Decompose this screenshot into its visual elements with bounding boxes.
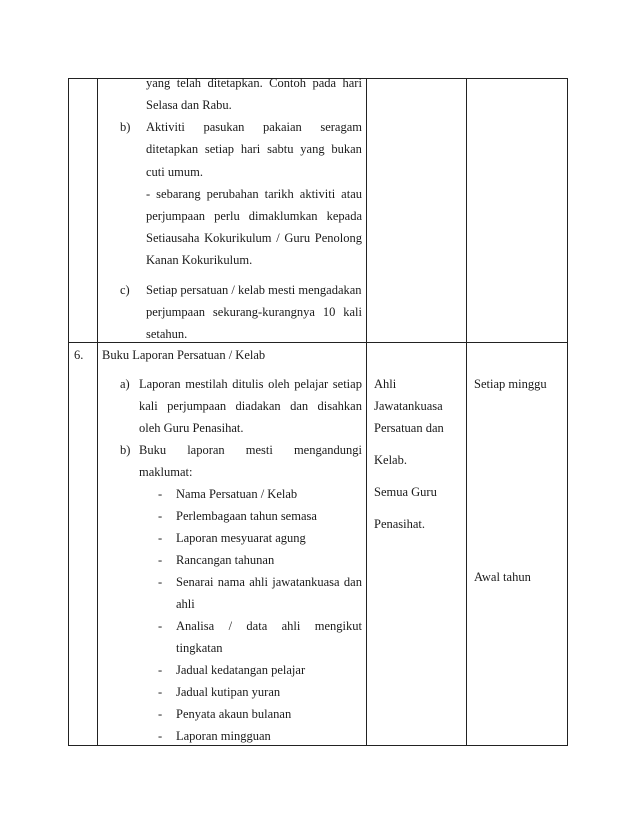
responsible-line: Semua Guru: [374, 485, 437, 499]
word: sekurang-kurangnya: [212, 305, 315, 319]
bullet-dash: -: [158, 707, 163, 721]
word: seragam: [320, 120, 362, 134]
timing-second: Awal tahun: [474, 570, 531, 584]
item-a-line-1: [139, 377, 362, 392]
word: ahli: [281, 619, 301, 633]
bullet-dash: -: [158, 663, 163, 677]
responsible-line: Ahli: [374, 377, 397, 391]
item-c-line-3: setahun.: [146, 327, 188, 341]
word: bukan: [331, 142, 362, 156]
word: /: [276, 231, 280, 245]
bullet-dash: -: [158, 619, 163, 633]
item-a-marker: a): [120, 377, 130, 391]
word: pada: [312, 76, 337, 90]
word: Buku: [139, 443, 167, 457]
word: mengikut: [314, 619, 362, 633]
column-divider: [97, 79, 98, 745]
word: setiap: [204, 142, 235, 156]
word: kepada: [326, 209, 362, 223]
word: oleh: [268, 377, 290, 391]
word: perjumpaan: [146, 209, 206, 223]
word: Senarai: [176, 575, 214, 589]
word: pakaian: [262, 120, 302, 134]
bullet-text: Perlembagaan tahun semasa: [176, 509, 317, 523]
column-divider: [466, 79, 467, 745]
word: Laporan: [139, 377, 181, 391]
item-b-line-5: [146, 209, 362, 224]
word: pasukan: [203, 120, 245, 134]
responsible-line: Kelab.: [374, 453, 407, 467]
word: perjumpaan: [167, 399, 227, 413]
word: perubahan: [206, 187, 259, 201]
item-b-line-6: [146, 231, 362, 246]
word: hari: [342, 76, 362, 90]
item-b-line-1: [146, 120, 362, 135]
word: Kokurikulum: [204, 231, 272, 245]
responsible-line: Jawatankuasa: [374, 399, 443, 413]
column-divider: [366, 79, 367, 745]
bullet-text: Penyata akaun bulanan: [176, 707, 292, 721]
word: disahkan: [317, 399, 362, 413]
bullet-text: Nama Persatuan / Kelab: [176, 487, 298, 501]
item-b-line-2: [146, 142, 362, 157]
bullet-text: Jadual kutipan yuran: [176, 685, 281, 699]
bullet-continuation: ahli: [176, 597, 195, 611]
bullet-dash: -: [158, 487, 163, 501]
word: Penolong: [314, 231, 362, 245]
item-c-marker: c): [120, 283, 130, 297]
bullet-text: [176, 575, 362, 590]
word: atau: [341, 187, 362, 201]
word: Setiausaha: [146, 231, 200, 245]
bullet-dash: -: [158, 531, 163, 545]
word: hari: [240, 142, 261, 156]
word: nama: [217, 575, 245, 589]
item-b-line-3: cuti umum.: [146, 165, 203, 179]
word: dan: [290, 399, 309, 413]
document-table: [68, 78, 568, 746]
word: ahli: [249, 575, 268, 589]
word: mestilah: [185, 377, 228, 391]
row-title: Buku Laporan Persatuan / Kelab: [102, 348, 266, 362]
row-number: 6.: [74, 348, 84, 362]
word: ditetapkan: [146, 142, 199, 156]
item-b6-marker: b): [120, 443, 131, 457]
bullet-text: Laporan mingguan: [176, 729, 271, 743]
word: /: [228, 619, 233, 633]
item-a-line-2: [139, 399, 362, 414]
bullet-text: Jadual kedatangan pelajar: [176, 663, 306, 677]
word: -: [146, 187, 151, 201]
word: laporan: [187, 443, 225, 457]
word: jawatankuasa: [272, 575, 340, 589]
word: Aktiviti: [146, 120, 185, 134]
word: perjumpaan: [146, 305, 206, 319]
word: ditetapkan.: [207, 76, 263, 90]
intro-line-2: Selasa dan Rabu.: [146, 98, 232, 112]
word: setiap: [332, 377, 362, 391]
responsible-line: Persatuan dan: [374, 421, 444, 435]
item-b-line-4: [146, 187, 362, 202]
responsible-line: Penasihat.: [374, 517, 426, 531]
bullet-text: [176, 619, 362, 634]
bullet-continuation: tingkatan: [176, 641, 223, 655]
word: Analisa: [176, 619, 215, 633]
item-b6-line-2: maklumat:: [139, 465, 193, 479]
word: yang: [300, 142, 325, 156]
item-a-line-3: oleh Guru Penasihat.: [139, 421, 244, 435]
word: tarikh: [264, 187, 294, 201]
word: kali: [139, 399, 158, 413]
word: aktiviti: [299, 187, 336, 201]
word: sebarang: [156, 187, 201, 201]
word: yang: [146, 76, 171, 90]
word: ditulis: [232, 377, 264, 391]
word: mengandungi: [293, 443, 362, 457]
item-c-line-1: Setiap persatuan / kelab mesti mengadakan: [146, 283, 362, 297]
bullet-dash: -: [158, 575, 163, 589]
word: diadakan: [235, 399, 281, 413]
word: dan: [343, 575, 362, 589]
word: data: [246, 619, 268, 633]
word: pelajar: [294, 377, 329, 391]
word: sabtu: [267, 142, 294, 156]
row-divider: [69, 342, 567, 343]
word: perlu: [214, 209, 240, 223]
word: dimaklumkan: [248, 209, 318, 223]
bullet-dash: -: [158, 685, 163, 699]
word: Contoh: [269, 76, 306, 90]
intro-line-1: [146, 76, 362, 91]
word: 10: [322, 305, 336, 319]
word: kali: [343, 305, 362, 319]
item-b-marker: b): [120, 120, 131, 134]
bullet-dash: -: [158, 729, 163, 743]
bullet-dash: -: [158, 553, 163, 567]
bullet-dash: -: [158, 509, 163, 523]
word: mesti: [245, 443, 273, 457]
word: telah: [176, 76, 202, 90]
word: Guru: [284, 231, 311, 245]
bullet-text: Laporan mesyuarat agung: [176, 531, 306, 545]
item-b6-line-1: [139, 443, 362, 458]
item-b-line-7: Kanan Kokurikulum.: [146, 253, 253, 267]
timing-first: Setiap minggu: [474, 377, 547, 391]
bullet-text: Rancangan tahunan: [176, 553, 275, 567]
item-c-line-2: [146, 305, 362, 320]
